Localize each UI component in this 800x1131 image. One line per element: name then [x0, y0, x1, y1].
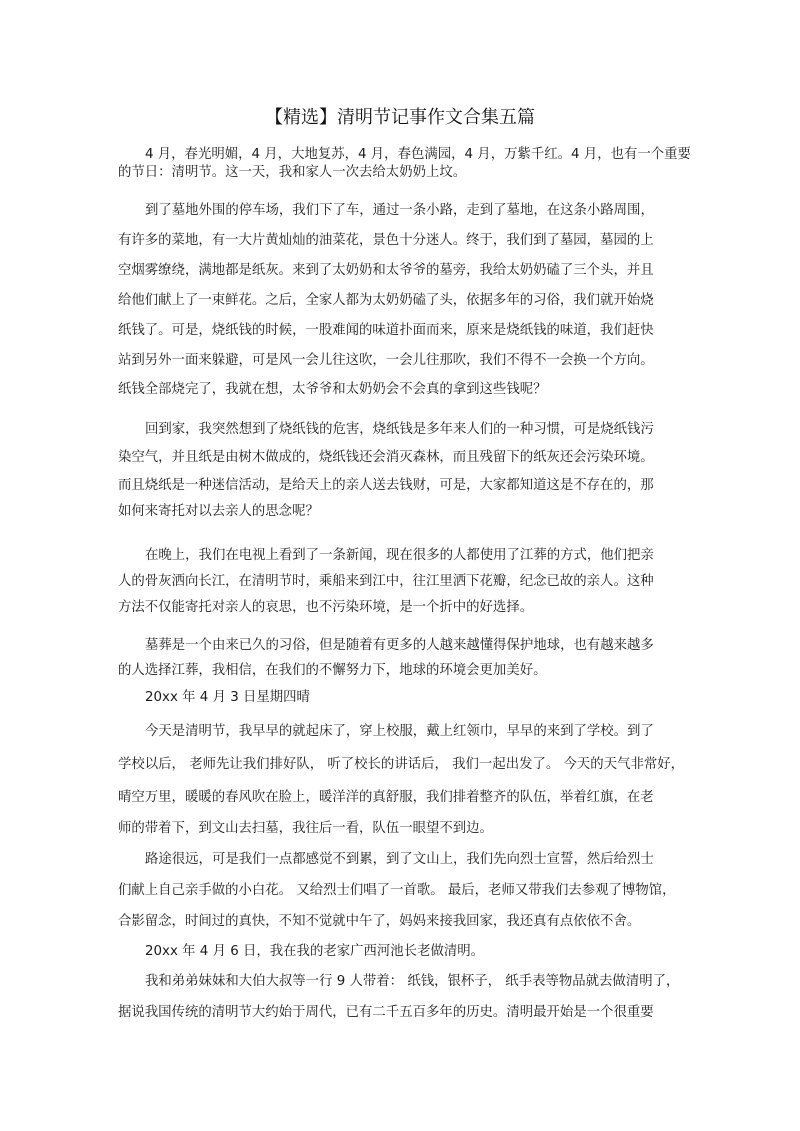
paragraph-line: 们献上自己亲手做的小白花。 又给烈士们唱了一首歌。 最后，老师又带我们去参观了博物馆， — [118, 883, 676, 898]
paragraph-line: 墓葬是一个由来已久的习俗，但是随着有更多的人越来越懂得保护地球，也有越来越多 — [145, 638, 654, 653]
date-line: 20xx 年 4 月 3 日星期四晴 — [145, 690, 310, 705]
paragraph-line: 我和弟弟妹妹和大伯大叔等一行 9 人带着： 纸钱，银杯子， 纸手表等物品就去做清明了， — [145, 974, 680, 989]
paragraph-line: 有许多的菜地，有一大片黄灿灿的油菜花，景色十分迷人。终于，我们到了墓园，墓园的上 — [118, 233, 654, 248]
paragraph-line: 回到家，我突然想到了烧纸钱的危害，烧纸钱是多年来人们的一种习惯，可是烧纸钱污 — [145, 422, 654, 437]
paragraph-line: 据说我国传统的清明节大约始于周代，已有二千五百多年的历史。清明最开始是一个很重要 — [118, 1005, 654, 1020]
paragraph-line: 的节日：清明节。这一天，我和家人一次去给太奶奶上坟。 — [118, 165, 467, 180]
paragraph-line: 而且烧纸是一种迷信活动，是给天上的亲人送去钱财，可是，大家都知道这是不存在的，那 — [118, 478, 654, 493]
paragraph-line: 师的带着下，到文山去扫墓，我往后一看，队伍一眼望不到边。 — [118, 821, 493, 836]
paragraph-line: 纸钱了。可是，烧纸钱的时候，一股难闻的味道扑面而来，原来是烧纸钱的味道，我们赶快 — [118, 323, 654, 338]
paragraph-line: 在晚上，我们在电视上看到了一条新闻，现在很多的人都使用了江葬的方式，他们把亲 — [145, 548, 654, 563]
paragraph-line: 到了墓地外围的停车场，我们下了车，通过一条小路，走到了墓地，在这条小路周围， — [145, 203, 654, 218]
paragraph-line: 站到另外一面来躲避，可是风一会儿往这吹，一会儿往那吹，我们不得不一会换一个方向。 — [118, 353, 654, 368]
paragraph-line: 学校以后， 老师先让我们排好队， 听了校长的讲话后， 我们一起出发了。 今天的天气非常好， — [118, 757, 685, 772]
paragraph-line: 染空气，并且纸是由树木做成的，烧纸钱还会消灭森林，而且残留下的纸灰还会污染环境。 — [118, 450, 654, 465]
paragraph-line: 人的骨灰洒向长江，在清明节时，乘船来到江中，往江里洒下花瓣，纪念已故的亲人。这种 — [118, 574, 654, 589]
paragraph-line: 空烟雾缭绕，满地都是纸灰。来到了太奶奶和太爷爷的墓旁，我给太奶奶磕了三个头，并且 — [118, 263, 654, 278]
paragraph-line: 今天是清明节，我早早的就起床了，穿上校服，戴上红领巾，早早的来到了学校。到了 — [145, 724, 654, 739]
paragraph-line: 纸钱全部烧完了，我就在想，太爷爷和太奶奶会不会真的拿到这些钱呢？ — [118, 382, 547, 397]
paragraph-line: 给他们献上了一束鲜花。之后，全家人都为太奶奶磕了头，依据多年的习俗，我们就开始烧 — [118, 293, 654, 308]
paragraph-line: 的人选择江葬，我相信，在我们的不懈努力下，地球的环境会更加美好。 — [118, 663, 547, 678]
paragraph-line: 路途很远，可是我们一点都感觉不到累，到了文山上，我们先向烈士宣誓，然后给烈士 — [145, 852, 654, 867]
paragraph-line: 合影留念，时间过的真快，不知不觉就中午了，妈妈来接我回家，我还真有点依依不舍。 — [118, 914, 641, 929]
paragraph-line: 晴空万里，暖暖的春风吹在脸上，暖洋洋的真舒服，我们排着整齐的队伍，举着红旗，在老 — [118, 790, 654, 805]
document-title: 【精选】清明节记事作文合集五篇 — [265, 107, 535, 128]
paragraph-line: 如何来寄托对以去亲人的思念呢？ — [118, 504, 319, 519]
paragraph-line: 方法不仅能寄托对亲人的哀思，也不污染环境，是一个折中的好选择。 — [118, 600, 534, 615]
paragraph-line: 4 月，春光明媚，4 月，大地复苏，4 月，春色满园，4 月，万紫千红。4 月，也有一个重要 — [145, 147, 691, 162]
date-line: 20xx 年 4 月 6 日，我在我的老家广西河池长老做清明。 — [145, 944, 485, 959]
